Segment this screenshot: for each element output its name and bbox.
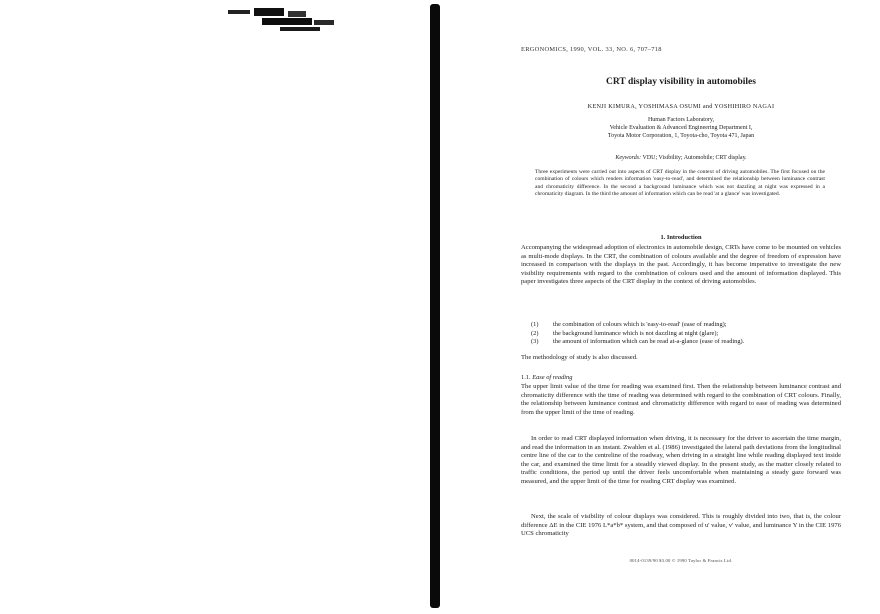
- abstract: Three experiments were carried out into aspects of CRT display in the context of driving automobiles. The first focused on the combination of colours which renders information 'easy-to-read', and determined the relationship between luminance contrast and chromaticity difference. In the second a background luminance which was not dazzling at night was expressed in a chromaticity diagram. In the third the amount of information which can be read 'at a glance' was investigated.: [535, 169, 825, 198]
- list-text: the combination of colours which is 'easy-to-read' (ease of reading);: [553, 321, 727, 328]
- affiliation-line: Vehicle Evaluation & Advanced Engineering Department I,: [609, 125, 753, 132]
- subsection-heading: [521, 374, 572, 381]
- list-number: (3): [531, 338, 539, 346]
- subsection-title: Ease of reading: [532, 374, 573, 381]
- subsection-number: 1.1.: [521, 374, 531, 381]
- affiliation: [521, 116, 841, 141]
- numbered-list: [531, 321, 841, 347]
- list-number: (2): [531, 329, 539, 337]
- keywords-label: Keywords:: [615, 155, 642, 161]
- list-item: [531, 338, 841, 347]
- affiliation-line: Toyota Motor Corporation, 1, Toyota-cho, Toyota 471, Japan: [607, 133, 755, 140]
- paragraph: In order to read CRT displayed information when driving, it is necessary for the driver to ascertain the time margin, and read the information in an instant. Zwahlen et al. (1986) investigated the lateral path deviations from the longitudinal centre line of the car to the centreline of the roadway, when driving in a straight line while reading displayed text inside the car, and examined the time limit for a steadily viewed display. In the present study, as the matter closely related to traffic conditions, the period up until the driver feels uncomfortable when maintaining a steady gaze forward was measured, and the upper limit of the time for reading CRT display was examined.: [521, 435, 841, 485]
- keywords-text: VDU; Visibility; Automobile; CRT display.: [642, 155, 747, 161]
- list-item: [531, 330, 841, 339]
- list-item: [531, 321, 841, 330]
- affiliation-line: Human Factors Laboratory,: [647, 117, 715, 123]
- list-text: the amount of information which can be read at-a-glance (ease of reading).: [553, 338, 745, 346]
- page-binding-shadow: [430, 4, 440, 608]
- list-number: (1): [531, 321, 539, 328]
- paragraph: Accompanying the widespread adoption of electronics in automobile design, CRTs have come to be mounted on vehicles as multi-mode displays. In the CRT, the combination of colours available and the degree of freedom of expression have increased in comparison with the displays in the past. Accordingly, it has become imperative to investigate the new visibility requirements with regard to the combination of colours used and the amount of information displayed. This paper investigates three aspects of the CRT display in the context of driving automobiles.: [521, 244, 841, 286]
- scan-artifact: [228, 8, 338, 34]
- journal-page: [521, 0, 841, 614]
- section-heading: 1. Introduction: [660, 234, 702, 241]
- paragraph: The methodology of study is also discussed.: [521, 354, 638, 361]
- author-list: KENJI KIMURA, YOSHIMASA OSUMI and YOSHIHIRO NAGAI: [587, 103, 775, 110]
- article-title: CRT display visibility in automobiles: [606, 77, 756, 87]
- paragraph: Next, the scale of visibility of colour displays was considered. This is roughly divided into two, that is, the colour difference ΔE in the CIE 1976 L*a*b* system, and that composed of u' value, v' value, and luminance Y in the CIE 1976 UCS chromaticity: [521, 513, 841, 538]
- keywords: [521, 155, 841, 161]
- running-head: ERGONOMICS, 1990, VOL. 33, NO. 6, 707–718: [521, 46, 662, 53]
- copyright-footer: 0014-0139/90 $3.00 © 1990 Taylor & Francis Ltd.: [629, 558, 733, 563]
- paragraph: The upper limit value of the time for reading was examined first. Then the relationship between luminance contrast and chromaticity difference with the time of reading was determined with regard to the combination of CRT colours. Finally, the relationship between luminance contrast and chromaticity difference with regard to ease of reading was determined from the upper limit of the time of reading.: [521, 383, 841, 416]
- list-text: the background luminance which is not dazzling at night (glare);: [553, 329, 719, 337]
